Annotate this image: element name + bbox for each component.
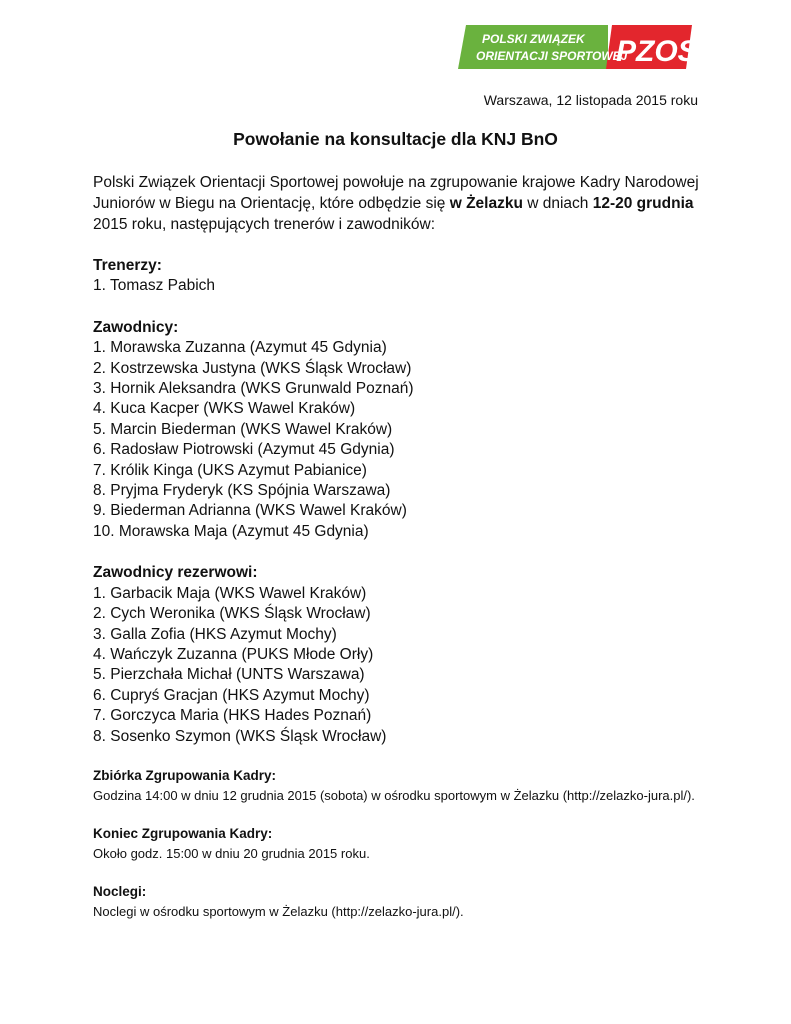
noclegi-heading: Noclegi: (93, 883, 147, 899)
trenerzy-list (93, 276, 713, 296)
list-item: 8. Pryjma Fryderyk (KS Spójnia Warszawa) (93, 482, 391, 500)
list-item: 1. Morawska Zuzanna (Azymut 45 Gdynia) (93, 339, 387, 357)
section-zbiorka (93, 765, 713, 805)
list-item: 5. Marcin Biederman (WKS Wawel Kraków) (93, 420, 393, 438)
section-zawodnicy (93, 318, 713, 542)
pzos-logo (456, 23, 698, 71)
section-rezerwowi (93, 563, 713, 747)
list-item: 5. Pierzchała Michał (UNTS Warszawa) (93, 666, 365, 684)
koniec-heading: Koniec Zgrupowania Kadry: (93, 825, 273, 841)
zbiorka-text: Godzina 14:00 w dniu 12 grudnia 2015 (sobota) w ośrodku sportowym w Żelazku (http://zelazko-jura.pl/). (93, 787, 695, 803)
logo-line1: POLSKI ZWIĄZEK (482, 32, 585, 46)
list-item: 2. Cych Weronika (WKS Śląsk Wrocław) (93, 605, 371, 623)
list-item: 3. Galla Zofia (HKS Azymut Mochy) (93, 625, 337, 643)
list-item: 4. Wańczyk Zuzanna (PUKS Młode Orły) (93, 645, 374, 663)
list-item: 4. Kuca Kacper (WKS Wawel Kraków) (93, 400, 356, 418)
list-item: 6. Radosław Piotrowski (Azymut 45 Gdynia) (93, 441, 395, 459)
list-item: 2. Kostrzewska Justyna (WKS Śląsk Wrocław) (93, 359, 412, 377)
list-item: 8. Sosenko Szymon (WKS Śląsk Wrocław) (93, 727, 387, 745)
section-trenerzy (93, 256, 713, 297)
list-item: 10. Morawska Maja (Azymut 45 Gdynia) (93, 522, 369, 540)
pzos-logo-graphic (456, 23, 698, 71)
list-item: 7. Królik Kinga (UKS Azymut Pabianice) (93, 461, 367, 479)
koniec-text: Około godz. 15:00 w dniu 20 grudnia 2015 roku. (93, 845, 370, 861)
document-date: Warszawa, 12 listopada 2015 roku (483, 92, 698, 108)
intro-text-1: Polski Związek Orientacji Sportowej powołuje na zgrupowanie krajowe Kadry Narodowej Juniorów w Biegu na Orientację, które odbędzie się (93, 174, 699, 212)
rezerwowi-list (93, 584, 713, 747)
noclegi-text: Noclegi w ośrodku sportowym w Żelazku (http://zelazko-jura.pl/). (93, 903, 464, 919)
section-noclegi (93, 881, 713, 921)
rezerwowi-heading: Zawodnicy rezerwowi: (93, 564, 258, 582)
zbiorka-heading: Zbiórka Zgrupowania Kadry: (93, 767, 277, 783)
document-title: Powołanie na konsultacje dla KNJ BnO (233, 129, 558, 149)
zawodnicy-list (93, 338, 713, 542)
list-item: 1. Garbacik Maja (WKS Wawel Kraków) (93, 584, 367, 602)
list-item: 7. Gorczyca Maria (HKS Hades Poznań) (93, 707, 372, 725)
intro-text-3: 2015 roku, następujących trenerów i zawodników: (93, 216, 436, 233)
trenerzy-heading: Trenerzy: (93, 257, 162, 274)
list-item: 6. Cupryś Gracjan (HKS Azymut Mochy) (93, 686, 370, 704)
intro-paragraph (93, 172, 713, 235)
list-item: 1. Tomasz Pabich (93, 277, 216, 295)
document-body (93, 172, 713, 921)
intro-text-2: w dniach (522, 195, 593, 212)
section-koniec (93, 823, 713, 863)
list-item: 9. Biederman Adrianna (WKS Wawel Kraków) (93, 502, 407, 520)
zawodnicy-heading: Zawodnicy: (93, 318, 179, 336)
intro-location: w Żelazku (449, 195, 523, 212)
list-item: 3. Hornik Aleksandra (WKS Grunwald Poznań) (93, 380, 414, 398)
intro-dates: 12-20 grudnia (592, 195, 694, 212)
logo-line2: ORIENTACJI SPORTOWEJ (476, 49, 628, 63)
logo-abbr: PZOS (616, 35, 698, 68)
